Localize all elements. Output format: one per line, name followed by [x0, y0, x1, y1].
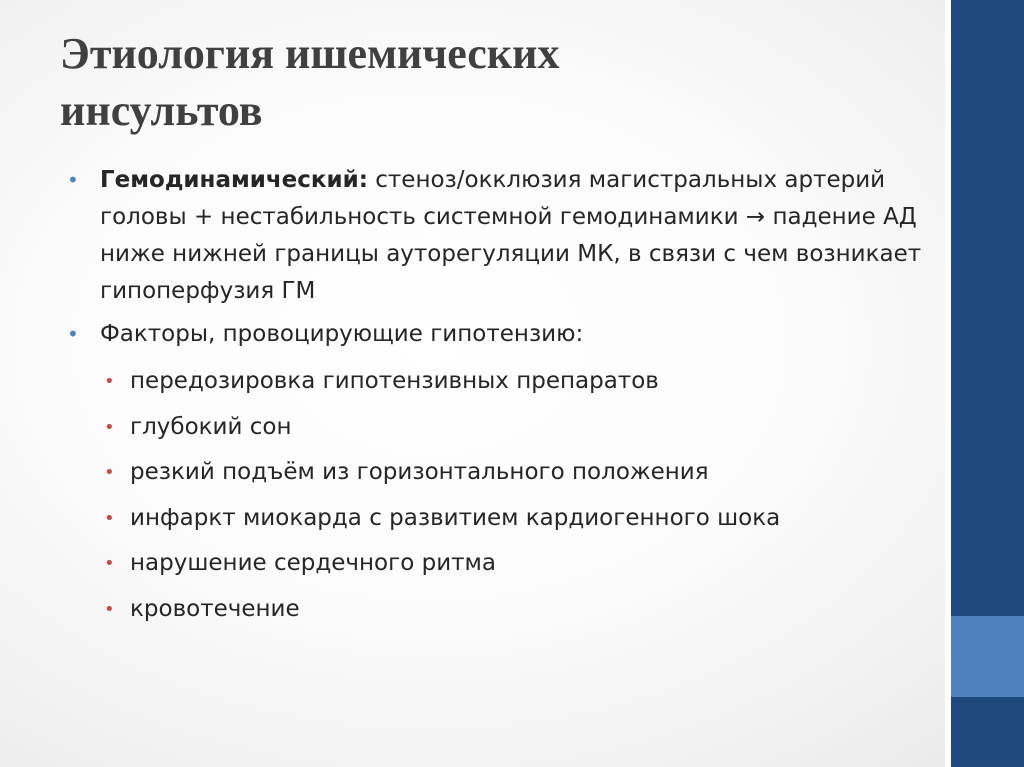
factor-item — [64, 359, 924, 405]
bullet-factors — [64, 316, 924, 353]
slide-title: Этиология ишемических инсультов — [60, 29, 560, 135]
bullet-hemodynamic-label: Гемодинамический: — [100, 167, 368, 193]
factor-item — [64, 450, 924, 496]
factors-list — [64, 359, 924, 633]
slide-body — [64, 162, 924, 633]
side-band-accent — [951, 616, 1024, 697]
bullet-factors-text: Факторы, провоцирующие гипотензию: — [100, 321, 584, 347]
sub-bullet-dot-icon: • — [104, 553, 115, 575]
sub-bullet-dot-icon: • — [104, 462, 115, 484]
factor-text: глубокий сон — [130, 413, 292, 440]
bullet-hemodynamic — [64, 162, 924, 310]
factor-item — [64, 587, 924, 633]
factor-item — [64, 405, 924, 451]
bullet-dot-icon: • — [67, 168, 79, 192]
sub-bullet-dot-icon: • — [104, 416, 115, 438]
sub-bullet-dot-icon: • — [104, 371, 115, 392]
sub-bullet-dot-icon: • — [104, 598, 115, 620]
sub-bullet-dot-icon: • — [104, 507, 115, 529]
factor-text: передозировка гипотензивных препаратов — [130, 368, 659, 394]
factor-text: нарушение сердечного ритма — [130, 550, 496, 577]
factor-item — [64, 541, 924, 587]
bullet-hemodynamic-text: стеноз/окклюзия магистральных артерий головы + нестабильность системной гемодинамики → падение АД ниже нижней границы ауторегуляции МК, в связи с чем возникает гипоперфузия ГМ — [100, 167, 922, 304]
factor-text: кровотечение — [130, 595, 300, 622]
factor-item — [64, 496, 924, 542]
bullet-dot-icon: • — [67, 322, 79, 346]
factor-text: резкий подъём из горизонтального положения — [130, 459, 709, 486]
factor-text: инфаркт миокарда с развитием кардиогенного шока — [130, 504, 781, 531]
